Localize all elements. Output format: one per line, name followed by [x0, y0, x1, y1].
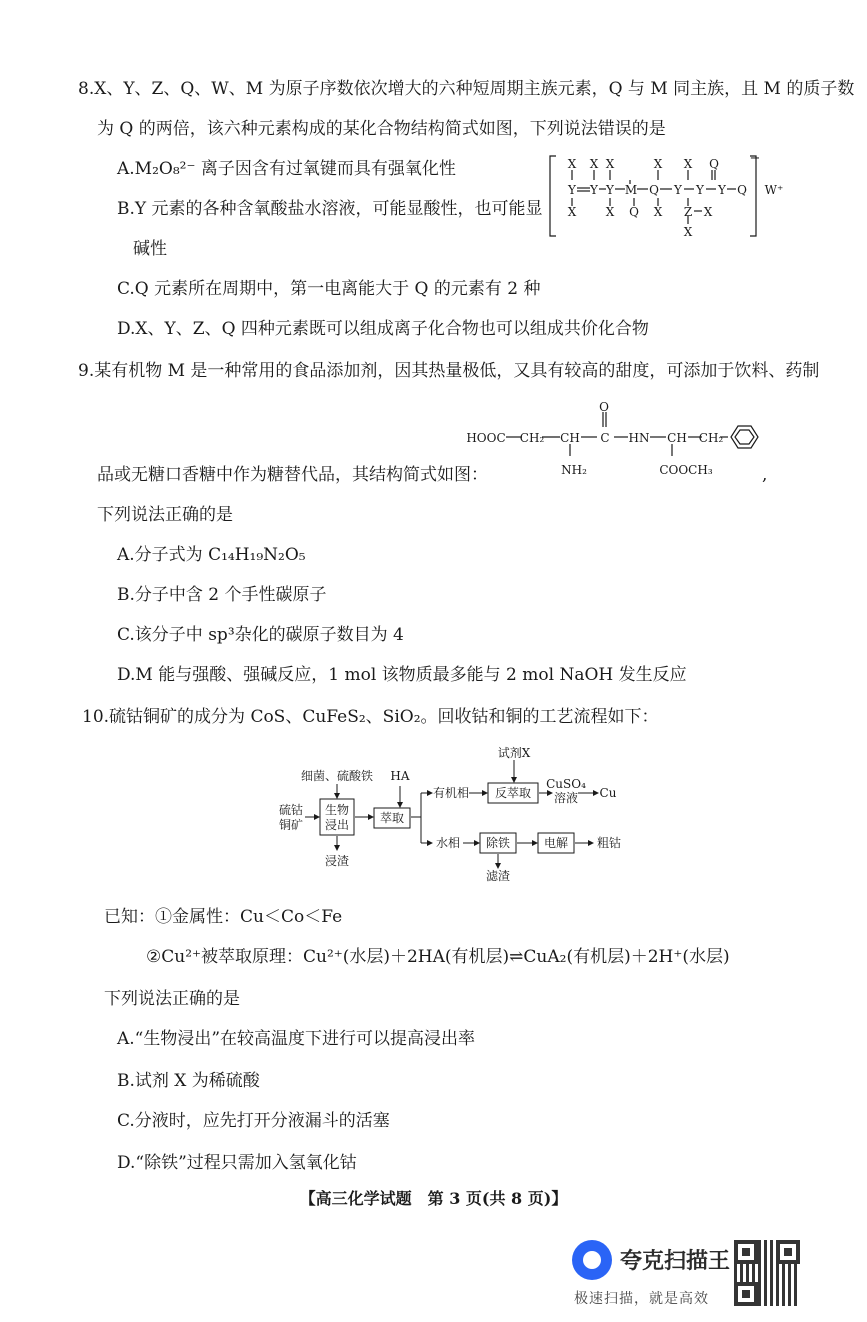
flow-filter-residue: 滤渣	[485, 869, 511, 883]
atom-y: Y	[568, 183, 576, 197]
brand-slogan: 极速扫描，就是高效	[574, 1291, 709, 1307]
q8-stem-line2: 为 Q 的两倍，该六种元素构成的某化合物结构简式如图，下列说法错误的是	[97, 119, 666, 139]
q9-option-b: B.分子中含 2 个手性碳原子	[117, 585, 327, 605]
q9-structure-diagram	[466, 400, 766, 484]
q10-known-1: 已知：①金属性：Cu＜Co＜Fe	[104, 907, 343, 927]
cation-w: W⁺	[764, 183, 784, 197]
q8-stem-line1: 8.X、Y、Z、Q、W、M 为原子序数依次增大的六种短周期主族元素，Q 与 M 同主族，且 M 的质子数	[78, 79, 855, 99]
flow-aqueous: 水相	[435, 836, 461, 850]
flow-bio-1: 生物	[324, 803, 350, 817]
q8-option-b-cont: 碱性	[133, 239, 167, 259]
group-cooch3: COOCH₃	[659, 463, 713, 477]
flow-electrolysis: 电解	[543, 836, 569, 850]
atom-x: X	[703, 205, 713, 219]
q10-flowchart	[276, 746, 626, 886]
anion-charge: −	[749, 151, 761, 166]
atom-o: O	[599, 400, 609, 414]
q10-option-c: C.分液时，应先打开分液漏斗的活塞	[117, 1111, 390, 1131]
atom-q: Q	[649, 183, 659, 197]
flow-cuso4-2: 溶液	[553, 791, 579, 805]
atom-m: M	[624, 183, 638, 197]
atom-y: Y	[696, 183, 704, 197]
atom-x: X	[683, 225, 693, 239]
brand-name: 夸克扫描王	[620, 1249, 731, 1274]
flow-organic: 有机相	[432, 786, 470, 800]
q9-stem-line2: 品或无糖口香糖中作为糖替代品，其结构简式如图：	[97, 465, 488, 485]
q10-option-b: B.试剂 X 为稀硫酸	[117, 1071, 260, 1091]
flow-extract: 萃取	[379, 811, 405, 825]
q9-stem-line1: 9.某有机物 M 是一种常用的食品添加剂，因其热量极低，又具有较高的甜度，可添加于饮料、药制	[78, 361, 820, 381]
q8-option-c: C.Q 元素所在周期中，第一电离能大于 Q 的元素有 2 种	[117, 279, 541, 299]
q8-option-d: D.X、Y、Z、Q 四种元素既可以组成离子化合物也可以组成共价化合物	[117, 319, 649, 339]
atom-y: Y	[590, 183, 598, 197]
flow-cuso4-1: CuSO₄	[546, 777, 586, 791]
q9-option-d: D.M 能与强酸、强碱反应，1 mol 该物质最多能与 2 mol NaOH 发生反应	[117, 665, 687, 685]
atom-x: X	[653, 157, 663, 171]
group-nh2: NH₂	[561, 463, 587, 477]
flow-bacteria: 细菌、硫酸铁	[300, 769, 374, 783]
group-ch: CH	[560, 431, 580, 445]
atom-q: Q	[709, 157, 719, 171]
flow-bio-2: 浸出	[324, 818, 350, 832]
atom-x: X	[605, 157, 615, 171]
group-hn: HN	[628, 431, 650, 445]
atom-x: X	[567, 205, 577, 219]
scanner-watermark	[572, 1240, 862, 1312]
atom-x: X	[567, 157, 577, 171]
atom-y: Y	[606, 183, 614, 197]
flow-ha: HA	[390, 769, 410, 783]
q10-stem: 10.硫钴铜矿的成分为 CoS、CuFeS₂、SiO₂。回收钴和铜的工艺流程如下：	[82, 707, 659, 727]
atom-x: X	[589, 157, 599, 171]
atom-z: Z	[683, 205, 693, 219]
q10-option-a: A.“生物浸出”在较高温度下进行可以提高浸出率	[117, 1029, 476, 1049]
group-ch2: CH₂	[519, 431, 545, 445]
flow-ore-1: 硫钴	[278, 803, 304, 817]
atom-x: X	[653, 205, 663, 219]
q8-structure-diagram	[548, 150, 788, 242]
flow-cu: Cu	[599, 786, 617, 800]
atom-q: Q	[737, 183, 747, 197]
q9-ask: 下列说法正确的是	[97, 505, 233, 525]
q9-option-a: A.分子式为 C₁₄H₁₉N₂O₅	[117, 545, 306, 565]
group-ch: CH	[667, 431, 687, 445]
atom-y: Y	[718, 183, 726, 197]
atom-x: X	[605, 205, 615, 219]
q9-option-c: C.该分子中 sp³杂化的碳原子数目为 4	[117, 625, 404, 645]
flow-back-extract: 反萃取	[494, 786, 532, 800]
q10-option-d: D.“除铁”过程只需加入氢氧化钴	[117, 1153, 357, 1173]
flow-reagent-x: 试剂X	[497, 746, 531, 760]
q8-option-a: A.M₂O₈²⁻ 离子因含有过氧键而具有强氧化性	[117, 159, 456, 179]
group-ch2: CH₂	[698, 431, 724, 445]
flow-coarse-cobalt: 粗钴	[596, 836, 622, 850]
page-footer: 【高三化学试题 第 3 页(共 8 页)】	[299, 1189, 568, 1208]
group-hooc: HOOC	[466, 431, 506, 445]
q8-option-b: B.Y 元素的各种含氧酸盐水溶液，可能显酸性，也可能显	[117, 199, 543, 219]
atom-x: X	[683, 157, 693, 171]
atom-q: Q	[629, 205, 639, 219]
atom-c: C	[600, 431, 610, 445]
q9-stem-comma: ,	[762, 465, 768, 485]
flow-iron-removal: 除铁	[485, 836, 511, 850]
atom-y: Y	[674, 183, 682, 197]
qr-code-icon	[734, 1240, 800, 1306]
q10-known-2: ②Cu²⁺被萃取原理：Cu²⁺(水层)＋2HA(有机层)⇌CuA₂(有机层)＋2H⁺(水层)	[146, 947, 730, 967]
flow-residue: 浸渣	[324, 854, 350, 868]
q10-ask: 下列说法正确的是	[104, 989, 240, 1009]
scanner-logo-icon	[572, 1240, 612, 1280]
flow-ore-2: 铜矿	[278, 818, 304, 832]
